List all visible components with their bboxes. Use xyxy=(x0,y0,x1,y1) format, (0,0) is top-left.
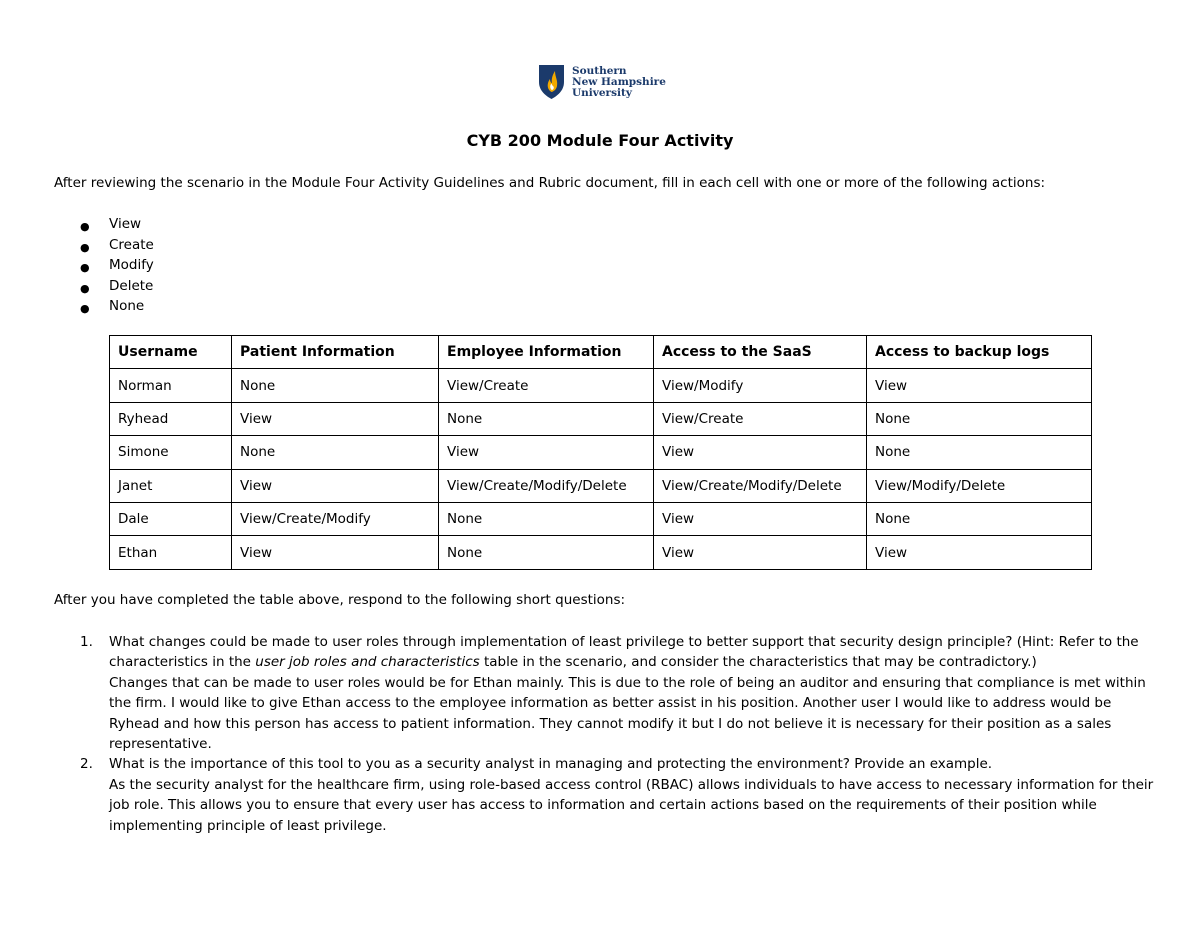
table-cell: View xyxy=(867,536,1092,569)
question-text: What changes could be made to user roles through implementation of least privilege to better support that security design principle? (Hint: Refer to the xyxy=(109,634,1139,650)
header-employee-information: Employee Information xyxy=(439,336,654,369)
bullet-icon: ● xyxy=(80,281,90,295)
table-row xyxy=(110,469,1092,502)
table-cell: View/Create xyxy=(654,402,867,435)
access-table xyxy=(109,335,1092,570)
bullet-icon: ● xyxy=(80,302,90,316)
table-cell: Simone xyxy=(110,436,232,469)
answer-line: representative. xyxy=(109,736,212,753)
table-cell: View/Modify xyxy=(654,369,867,402)
table-cell: None xyxy=(867,502,1092,535)
table-cell: Dale xyxy=(110,502,232,535)
table-cell: Ethan xyxy=(110,536,232,569)
table-cell: View/Create/Modify/Delete xyxy=(654,469,867,502)
bullet-icon: ● xyxy=(80,261,90,275)
answer-line: implementing principle of least privilege. xyxy=(109,817,387,834)
table-cell: None xyxy=(867,402,1092,435)
table-cell: None xyxy=(439,402,654,435)
table-row xyxy=(110,436,1092,469)
action-label: Modify xyxy=(109,257,154,274)
questions-intro: After you have completed the table above, respond to the following short questions: xyxy=(54,592,626,608)
table-header-row xyxy=(110,336,1092,369)
intro-paragraph: After reviewing the scenario in the Module Four Activity Guidelines and Rubric document, fill in each cell with one or more of the following actions: xyxy=(54,175,1046,191)
table-cell: View xyxy=(867,369,1092,402)
list-item xyxy=(80,277,154,298)
table-cell: Janet xyxy=(110,469,232,502)
action-label: None xyxy=(109,298,145,315)
action-label: Create xyxy=(109,236,154,253)
question-text-part: table in the scenario, and consider the characteristics that may be contradictory.) xyxy=(479,654,1037,671)
table-cell: View xyxy=(232,402,439,435)
logo-line-3: University xyxy=(572,86,632,99)
table-cell: View/Create xyxy=(439,369,654,402)
logo-line-1: Southern xyxy=(572,64,627,77)
logo-line-2: New Hampshire xyxy=(572,75,666,88)
question-number: 1. xyxy=(80,634,93,650)
shield-flame-icon xyxy=(538,64,565,100)
table-cell: View xyxy=(654,536,867,569)
table-row xyxy=(110,402,1092,435)
header-username: Username xyxy=(110,336,232,369)
question-number: 2. xyxy=(80,756,93,773)
table-cell: None xyxy=(867,436,1092,469)
logo-wordmark xyxy=(572,66,666,99)
bullet-icon: ● xyxy=(80,240,90,254)
table-cell: Norman xyxy=(110,369,232,402)
question-text: What is the importance of this tool to you as a security analyst in managing and protecting the environment? Provide an example. xyxy=(109,756,993,773)
table-cell: None xyxy=(232,436,439,469)
answer-line: Changes that can be made to user roles would be for Ethan mainly. This is due to the role of being an auditor and ensuring that compliance is met within xyxy=(109,674,1146,691)
university-logo xyxy=(538,64,666,100)
actions-list xyxy=(80,215,154,318)
question-item xyxy=(80,632,1160,754)
question-text-continued xyxy=(109,652,1160,672)
table-row xyxy=(110,536,1092,569)
question-item xyxy=(80,754,1160,836)
table-cell: None xyxy=(232,369,439,402)
list-item xyxy=(80,297,154,318)
header-access-saas: Access to the SaaS xyxy=(654,336,867,369)
table-cell: View xyxy=(232,536,439,569)
table-cell: Ryhead xyxy=(110,402,232,435)
answer-line: the firm. I would like to give Ethan access to the employee information as better assist in his position. Another user I would like to address would be xyxy=(109,695,1112,712)
action-label: View xyxy=(109,216,142,232)
table-cell: View/Create/Modify xyxy=(232,502,439,535)
list-item xyxy=(80,236,154,257)
header-access-backup-logs: Access to backup logs xyxy=(867,336,1092,369)
question-text-italic: user job roles and characteristics xyxy=(255,654,480,671)
table-cell: None xyxy=(439,502,654,535)
action-label: Delete xyxy=(109,277,154,294)
answer-line: job role. This allows you to ensure that every user has access to information and certain actions based on the requirements of their position while xyxy=(109,797,1097,814)
table-cell: View/Modify/Delete xyxy=(867,469,1092,502)
list-item xyxy=(80,215,154,236)
question-text-part: characteristics in the xyxy=(109,654,256,671)
table-cell: None xyxy=(439,536,654,569)
list-item xyxy=(80,256,154,277)
table-cell: View xyxy=(654,502,867,535)
bullet-icon: ● xyxy=(80,220,90,233)
answer-line: Ryhead and how this person has access to patient information. They cannot modify it but I do not believe it is necessary for their position as a sales xyxy=(109,715,1112,732)
table-cell: View xyxy=(232,469,439,502)
table-cell: View xyxy=(654,436,867,469)
table-cell: View/Create/Modify/Delete xyxy=(439,469,654,502)
header-patient-information: Patient Information xyxy=(232,336,439,369)
page-title: CYB 200 Module Four Activity xyxy=(466,131,734,150)
answer-line: As the security analyst for the healthcare firm, using role-based access control (RBAC) allows individuals to have access to necessary information for their xyxy=(109,776,1154,793)
questions-list xyxy=(80,632,1160,836)
table-cell: View xyxy=(439,436,654,469)
table-row xyxy=(110,369,1092,402)
table-row xyxy=(110,502,1092,535)
